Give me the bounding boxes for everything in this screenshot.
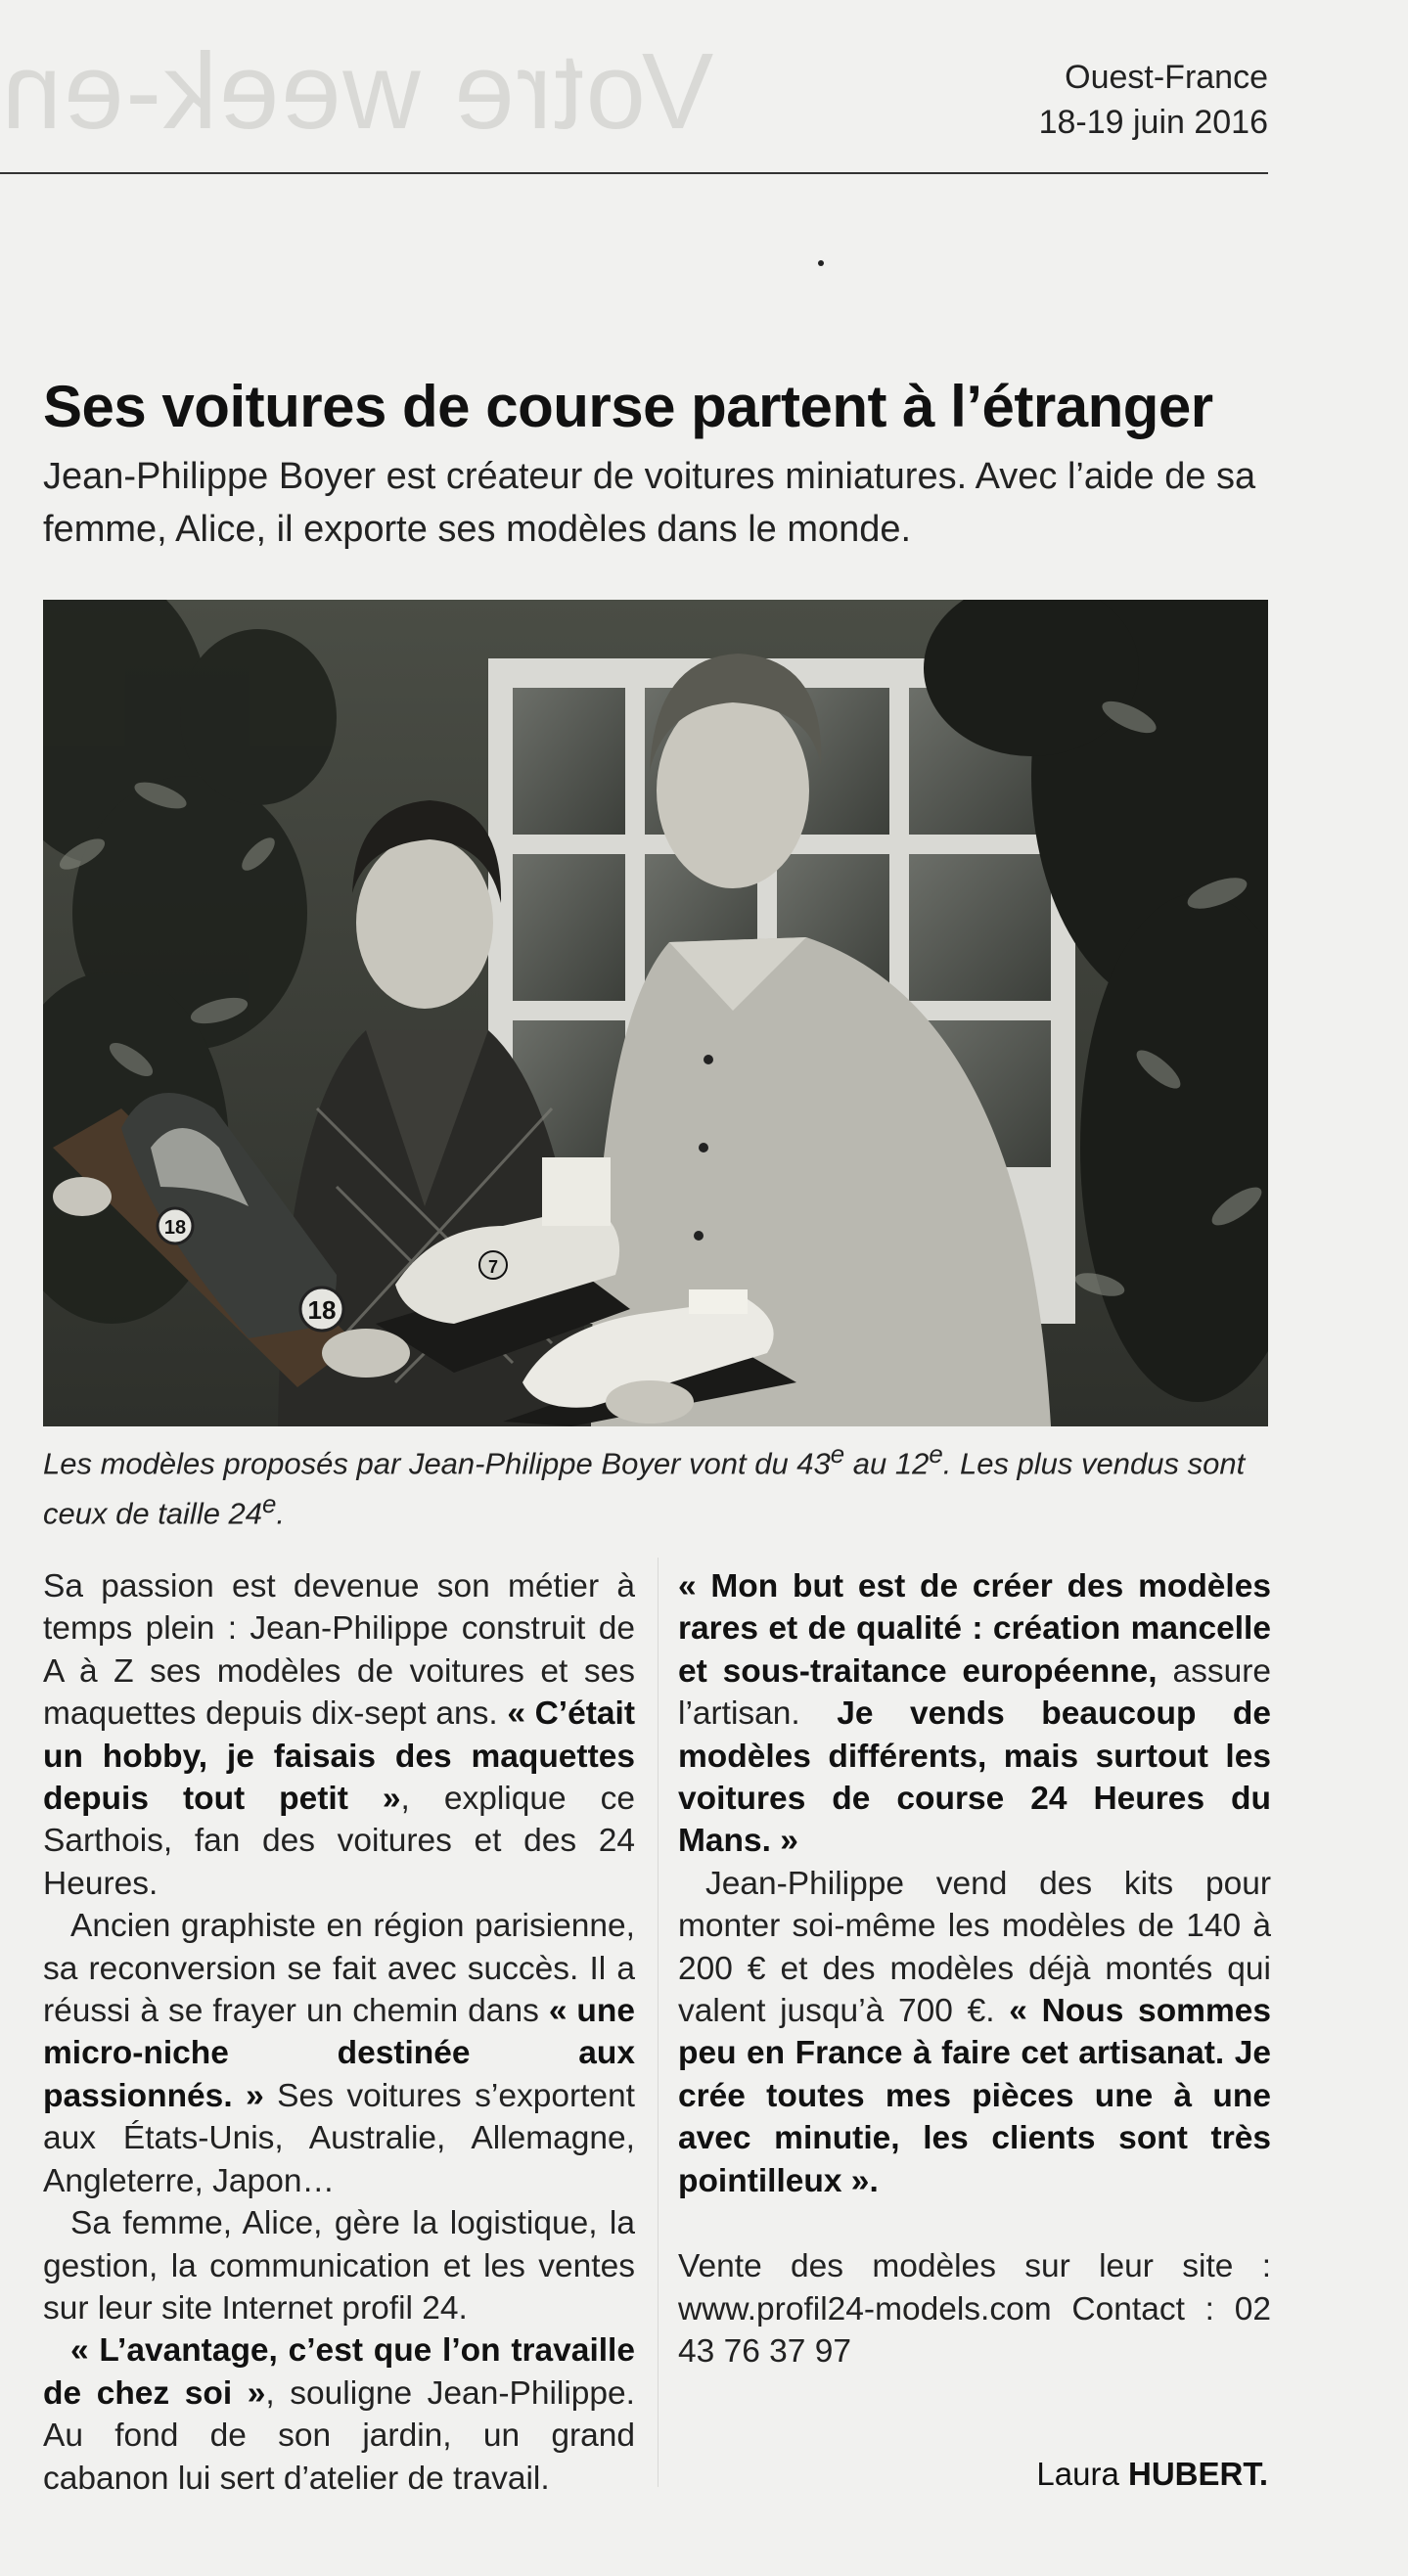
p5-text: Jean-Philippe vend des kits pour monter soi-même les modèles de 140 à 200 € et des modèles déjà montés qui valent jusqu’à 700 €. (678, 1865, 1271, 2030)
paragraph-3 (43, 2202, 635, 2329)
paragraph-5 (678, 1863, 1271, 2202)
publication-date: 18-19 juin 2016 (1038, 104, 1268, 141)
caption-sup-3: e (262, 1491, 277, 1519)
header-rule (0, 172, 1268, 174)
speck (818, 260, 824, 266)
paragraph-4-cont (678, 1565, 1271, 1863)
p3-text: Sa femme, Alice, gère la logistique, la gestion, la communication et les ventes sur leur site Internet profil 24. (43, 2205, 635, 2327)
car-number-label-side: 18 (163, 1217, 187, 1239)
caption-text-2: au 12 (844, 1446, 930, 1481)
p4-attribution: assure l’artisan. (678, 1652, 1272, 1733)
paragraph-1 (43, 1565, 635, 1905)
p2-quote: « une micro-niche destinée aux passionnés. » (43, 1993, 635, 2114)
paragraph-4 (43, 2329, 635, 2500)
photo-illustration (43, 600, 1268, 1426)
caption-text-3: . Les plus vendus sont ceux de taille 24 (43, 1446, 1246, 1531)
author-last-name: HUBERT. (1127, 2456, 1268, 2492)
author-first-name: Laura (1036, 2456, 1119, 2492)
p4-text: , souligne Jean-Philippe. Au fond de son jardin, un grand cabanon lui sert d’atelier de travail. (43, 2374, 635, 2497)
caption-sup-2: e (929, 1441, 943, 1469)
p1-text: Sa passion est devenue son métier à temps plein : Jean-Philippe construit de A à Z ses modèles de voitures et ses maquettes depuis dix-sept ans. (43, 1568, 635, 1733)
p4-quote-2: « Mon but est de créer des modèles rares et de qualité : création mancelle et sous-traitance européenne, (678, 1568, 1271, 1690)
caption-text-1: Les modèles proposés par Jean-Philippe Boyer vont du 43 (43, 1446, 831, 1481)
paragraph-2 (43, 1905, 635, 2202)
article-column-left (43, 1565, 635, 2500)
author-byline (1036, 2456, 1268, 2493)
car-number-label-center: 7 (487, 1257, 499, 1277)
source-header (1039, 55, 1268, 145)
article-standfirst: Jean-Philippe Boyer est créateur de voitures miniatures. Avec l’aide de sa femme, Alice, il exporte ses modèles dans le monde. (43, 456, 1256, 550)
article-photo (43, 600, 1268, 1426)
caption-sup-1: e (830, 1441, 845, 1469)
p1-tail: , explique ce Sarthois, fan des voitures et des 24 Heures. (43, 1781, 635, 1902)
p1-quote: « C’était un hobby, je faisais des maquettes depuis tout petit » (43, 1695, 635, 1818)
article-headline: Ses voitures de course partent à l’étranger (43, 374, 1213, 439)
photo-caption (43, 1434, 1276, 1535)
contact-info: Vente des modèles sur leur site : www.profil24-models.com Contact : 02 43 76 37 97 (678, 2248, 1271, 2370)
column-gutter (658, 1558, 659, 2487)
p4-quote-3: Je vends beaucoup de modèles différents, mais surtout les voitures de course 24 Heures du Mans. » (678, 1695, 1271, 1860)
bleed-through-banner: Votre week-en (0, 31, 714, 152)
p2-text: Ancien graphiste en région parisienne, sa reconversion se fait avec succès. Il a réussi à se frayer un chemin dans (43, 1908, 635, 2030)
car-number-label: 18 (307, 1295, 337, 1325)
caption-text-4: . (276, 1496, 286, 1531)
p5-quote: « Nous sommes peu en France à faire cet artisanat. Je crée toutes mes pièces une à une avec minutie, les clients sont très pointilleux ». (678, 1993, 1271, 2199)
p2-tail: Ses voitures s’exportent aux États-Unis, Australie, Allemagne, Angleterre, Japon… (43, 2077, 635, 2199)
publication-name: Ouest-France (1065, 59, 1268, 96)
p4-quote: « L’avantage, c’est que l’on travaille de chez soi » (43, 2332, 635, 2412)
article-column-right (678, 1565, 1271, 2373)
